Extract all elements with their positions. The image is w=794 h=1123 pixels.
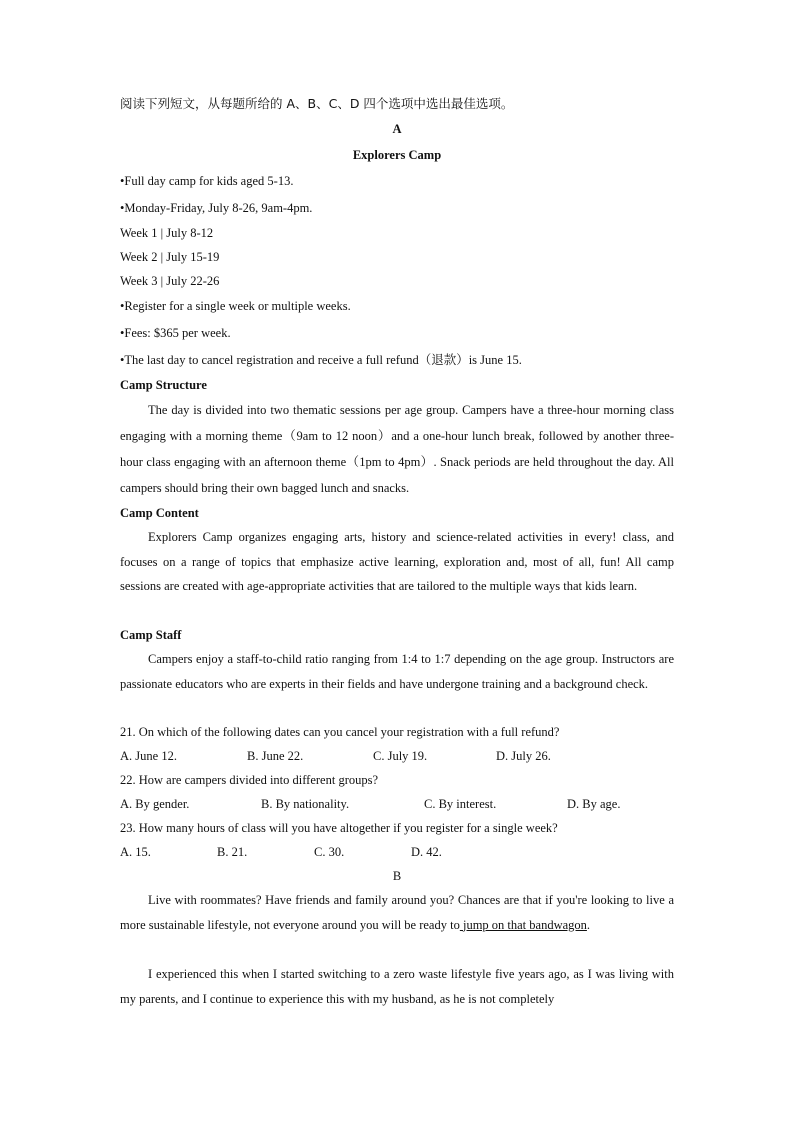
q21-option-b[interactable]: B. June 22.: [247, 749, 304, 763]
camp-staff-text: Campers enjoy a staff-to-child ratio ranging from 1:4 to 1:7 depending on the age group. Instructors are passionate educators who are experts in their fields and have undergone training and a background check.: [120, 652, 674, 691]
bullet-register: •Register for a single week or multiple weeks.: [120, 299, 351, 313]
passage-b-letter: B: [392, 869, 402, 883]
q22-option-c[interactable]: C. By interest.: [424, 797, 497, 811]
q23-option-a[interactable]: A. 15.: [120, 845, 151, 859]
bullet-dates: •Monday-Friday, July 8-26, 9am-4pm.: [120, 201, 313, 215]
passage-a-title: Explorers Camp: [352, 148, 442, 162]
question-22-stem: 22. How are campers divided into different groups?: [120, 773, 379, 787]
bullet-refund: •The last day to cancel registration and receive a full refund（退款）is June 15.: [120, 353, 522, 367]
camp-structure-text: The day is divided into two thematic sessions per age group. Campers have a three-hour morning class engaging with a morning theme（9am to 12 noon）and a one-hour lunch break, followed by another three-hour class engaging with an afternoon theme（1pm to 4pm）. Snack periods are held throughout the day. All campers should bring their own bagged lunch and snacks.: [120, 403, 674, 495]
bullet-fees: •Fees: $365 per week.: [120, 326, 231, 340]
camp-structure-heading: Camp Structure: [120, 378, 207, 392]
q22-option-a[interactable]: A. By gender.: [120, 797, 190, 811]
week-1: Week 1 | July 8-12: [120, 226, 214, 240]
passage-b-paragraph-2: I experienced this when I started switching to a zero waste lifestyle five years ago, as I was living with my parents, and I continue to experience this with my husband, as he is not completely: [120, 967, 674, 1006]
q23-option-c[interactable]: C. 30.: [314, 845, 345, 859]
camp-staff-heading: Camp Staff: [120, 628, 182, 642]
question-22-options: [120, 792, 674, 816]
passage-b-paragraph-1: [120, 888, 674, 962]
question-23-stem: 23. How many hours of class will you have altogether if you register for a single week?: [120, 821, 558, 835]
week-2: Week 2 | July 15-19: [120, 250, 220, 264]
q22-option-b[interactable]: B. By nationality.: [261, 797, 350, 811]
passage-b-p1-end: .: [586, 917, 591, 932]
q23-option-b[interactable]: B. 21.: [217, 845, 248, 859]
q21-option-d[interactable]: D. July 26.: [496, 749, 551, 763]
camp-content-heading: Camp Content: [120, 506, 199, 520]
instruction: 阅读下列短文，从每题所给的 A、B、C、D 四个选项中选出最佳选项。: [120, 96, 514, 111]
question-21-stem: 21. On which of the following dates can you cancel your registration with a full refund?: [120, 725, 560, 739]
question-21-options: [120, 744, 674, 768]
passage-a-letter: A: [392, 122, 402, 136]
q23-option-d[interactable]: D. 42.: [411, 845, 442, 859]
passage-b-p1-text: Live with roommates? Have friends and family around you? Chances are that if you're looking to live a more sustainable lifestyle, not everyone around you will be ready to: [120, 893, 674, 932]
q21-option-c[interactable]: C. July 19.: [373, 749, 428, 763]
q21-option-a[interactable]: A. June 12.: [120, 749, 177, 763]
camp-content-text: Explorers Camp organizes engaging arts, history and science-related activities in every! class, and focuses on a range of topics that emphasize active learning, exploration and, most of all, fun! All camp sessions are created with age-appropriate activities that are tailored to the multiple ways that kids learn.: [120, 530, 674, 593]
bullet-age: •Full day camp for kids aged 5-13.: [120, 174, 294, 188]
q22-option-d[interactable]: D. By age.: [567, 797, 621, 811]
week-3: Week 3 | July 22-26: [120, 274, 220, 288]
document-page: [120, 92, 674, 1011]
question-23-options: [120, 840, 674, 864]
jump-on-bandwagon-phrase: jump on that bandwagon: [459, 917, 587, 932]
